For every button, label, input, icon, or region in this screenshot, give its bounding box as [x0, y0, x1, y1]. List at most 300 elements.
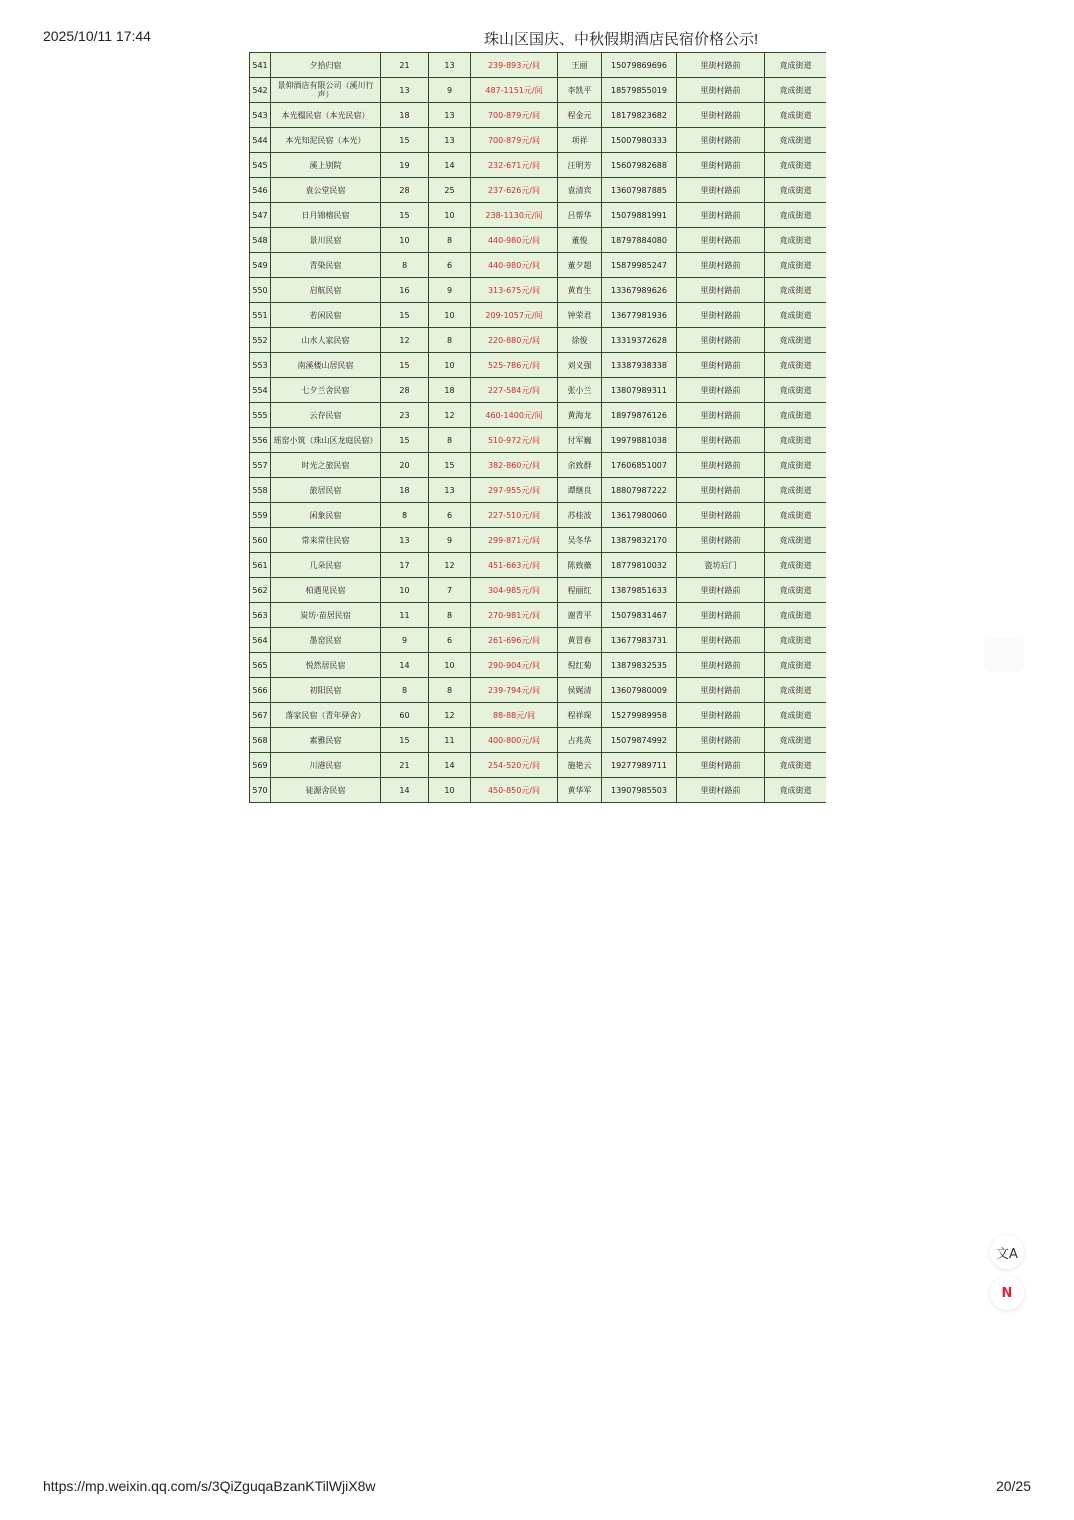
cell-beds: 11: [429, 728, 471, 753]
cell-row-number: 557: [250, 453, 271, 478]
cell-row-number: 545: [250, 153, 271, 178]
cell-street: 竟成街道: [765, 528, 827, 553]
cell-phone: 18579855019: [602, 78, 677, 103]
cell-contact: 程金元: [558, 103, 602, 128]
cell-address: 瓷坊后门: [677, 553, 765, 578]
print-url: https://mp.weixin.qq.com/s/3QiZguqaBzanKTilWjiX8w: [43, 1478, 376, 1494]
cell-address: 里街村路前: [677, 578, 765, 603]
table-row: [250, 78, 827, 103]
cell-row-number: 549: [250, 253, 271, 278]
cell-name: 旅居民宿: [271, 478, 381, 503]
cell-contact: 黄华军: [558, 778, 602, 803]
cell-rooms: 9: [381, 628, 429, 653]
cell-address: 里街村路前: [677, 403, 765, 428]
cell-price: 297-955元/间: [471, 478, 558, 503]
price-table: [249, 52, 826, 803]
cell-row-number: 555: [250, 403, 271, 428]
cell-price: 525-786元/间: [471, 353, 558, 378]
cell-rooms: 21: [381, 753, 429, 778]
cell-address: 里街村路前: [677, 253, 765, 278]
cell-contact: 谭继良: [558, 478, 602, 503]
cell-street: 竟成街道: [765, 328, 827, 353]
cell-beds: 8: [429, 603, 471, 628]
table-row: [250, 753, 827, 778]
side-panel-stub: [984, 638, 1024, 672]
cell-street: 竟成街道: [765, 728, 827, 753]
table-row: [250, 428, 827, 453]
cell-address: 里街村路前: [677, 153, 765, 178]
cell-rooms: 28: [381, 378, 429, 403]
cell-row-number: 567: [250, 703, 271, 728]
table-row: [250, 528, 827, 553]
cell-street: 竟成街道: [765, 503, 827, 528]
cell-price: 227-510元/间: [471, 503, 558, 528]
cell-name: 闲象民宿: [271, 503, 381, 528]
cell-rooms: 60: [381, 703, 429, 728]
cell-rooms: 8: [381, 253, 429, 278]
cell-row-number: 547: [250, 203, 271, 228]
cell-contact: 张小兰: [558, 378, 602, 403]
cell-address: 里街村路前: [677, 778, 765, 803]
cell-rooms: 14: [381, 653, 429, 678]
cell-row-number: 553: [250, 353, 271, 378]
table-row: [250, 628, 827, 653]
cell-name: 素雅民宿: [271, 728, 381, 753]
cell-street: 竟成街道: [765, 278, 827, 303]
cell-row-number: 566: [250, 678, 271, 703]
cell-rooms: 10: [381, 578, 429, 603]
cell-beds: 8: [429, 428, 471, 453]
cell-phone: 15079881991: [602, 203, 677, 228]
cell-street: 竟成街道: [765, 478, 827, 503]
cell-contact: 付军巍: [558, 428, 602, 453]
cell-price: 382-860元/间: [471, 453, 558, 478]
cell-name: 七夕兰舍民宿: [271, 378, 381, 403]
cell-price: 254-520元/间: [471, 753, 558, 778]
cell-beds: 10: [429, 203, 471, 228]
cell-beds: 10: [429, 653, 471, 678]
cell-name: 徒源舍民宿: [271, 778, 381, 803]
cell-beds: 8: [429, 228, 471, 253]
table-row: [250, 103, 827, 128]
cell-rooms: 21: [381, 53, 429, 78]
cell-contact: 黄海龙: [558, 403, 602, 428]
cell-phone: 13607987885: [602, 178, 677, 203]
cell-price: 238-1130元/间: [471, 203, 558, 228]
cell-phone: 18779810032: [602, 553, 677, 578]
cell-name: 常来常往民宿: [271, 528, 381, 553]
cell-contact: 苏桂波: [558, 503, 602, 528]
cell-street: 竟成街道: [765, 778, 827, 803]
cell-contact: 董俊: [558, 228, 602, 253]
cell-phone: 19979881038: [602, 428, 677, 453]
cell-price: 440-980元/间: [471, 228, 558, 253]
cell-price: 239-893元/间: [471, 53, 558, 78]
cell-price: 451-663元/间: [471, 553, 558, 578]
cell-price: 299-871元/间: [471, 528, 558, 553]
table-row: [250, 403, 827, 428]
cell-beds: 14: [429, 753, 471, 778]
cell-name: 启航民宿: [271, 278, 381, 303]
cell-contact: 刘义强: [558, 353, 602, 378]
cell-price: 460-1400元/间: [471, 403, 558, 428]
cell-price: 270-981元/间: [471, 603, 558, 628]
table-row: [250, 153, 827, 178]
cell-phone: 13319372628: [602, 328, 677, 353]
cell-price: 239-794元/间: [471, 678, 558, 703]
table-row: [250, 228, 827, 253]
table-row: [250, 353, 827, 378]
cell-row-number: 569: [250, 753, 271, 778]
cell-rooms: 8: [381, 503, 429, 528]
cell-name: 时光之旅民宿: [271, 453, 381, 478]
cell-phone: 19277989711: [602, 753, 677, 778]
ai-assistant-icon: N: [1001, 1285, 1013, 1301]
cell-address: 里街村路前: [677, 478, 765, 503]
ai-assistant-button[interactable]: [990, 1276, 1024, 1310]
cell-contact: 吴冬华: [558, 528, 602, 553]
cell-name: 悦然居民宿: [271, 653, 381, 678]
table-row: [250, 578, 827, 603]
cell-name: 柏遇见民宿: [271, 578, 381, 603]
cell-phone: 13677981936: [602, 303, 677, 328]
cell-price: 304-985元/间: [471, 578, 558, 603]
cell-price: 510-972元/间: [471, 428, 558, 453]
translate-button[interactable]: [990, 1235, 1024, 1269]
cell-phone: 18979876126: [602, 403, 677, 428]
cell-address: 里街村路前: [677, 378, 765, 403]
cell-beds: 7: [429, 578, 471, 603]
table-row: [250, 203, 827, 228]
cell-street: 竟成街道: [765, 203, 827, 228]
cell-name: 本光榻民宿（本光民宿）: [271, 103, 381, 128]
cell-row-number: 559: [250, 503, 271, 528]
cell-row-number: 550: [250, 278, 271, 303]
cell-street: 竟成街道: [765, 353, 827, 378]
cell-rooms: 15: [381, 728, 429, 753]
cell-contact: 李凯平: [558, 78, 602, 103]
cell-price: 290-904元/间: [471, 653, 558, 678]
cell-rooms: 11: [381, 603, 429, 628]
cell-price: 220-880元/间: [471, 328, 558, 353]
cell-contact: 吕帮华: [558, 203, 602, 228]
table-row: [250, 703, 827, 728]
table-row: [250, 178, 827, 203]
cell-contact: 占兆英: [558, 728, 602, 753]
cell-row-number: 556: [250, 428, 271, 453]
cell-contact: 黄育生: [558, 278, 602, 303]
cell-price: 700-879元/间: [471, 103, 558, 128]
table-body: [250, 53, 827, 803]
cell-beds: 15: [429, 453, 471, 478]
cell-phone: 13607980009: [602, 678, 677, 703]
cell-street: 竟成街道: [765, 453, 827, 478]
cell-street: 竟成街道: [765, 653, 827, 678]
cell-address: 里街村路前: [677, 303, 765, 328]
cell-row-number: 541: [250, 53, 271, 78]
table-row: [250, 128, 827, 153]
cell-row-number: 561: [250, 553, 271, 578]
cell-price: 450-850元/间: [471, 778, 558, 803]
table-row: [250, 728, 827, 753]
cell-price: 237-626元/间: [471, 178, 558, 203]
cell-rooms: 13: [381, 528, 429, 553]
print-datetime: 2025/10/11 17:44: [43, 28, 151, 44]
table-row: [250, 253, 827, 278]
cell-phone: 13387938338: [602, 353, 677, 378]
cell-name: 青染民宿: [271, 253, 381, 278]
cell-name: 夕拾归宿: [271, 53, 381, 78]
table-row: [250, 678, 827, 703]
cell-beds: 18: [429, 378, 471, 403]
cell-row-number: 542: [250, 78, 271, 103]
cell-beds: 9: [429, 78, 471, 103]
cell-beds: 10: [429, 353, 471, 378]
cell-address: 里街村路前: [677, 603, 765, 628]
cell-contact: 袁清宾: [558, 178, 602, 203]
cell-beds: 13: [429, 128, 471, 153]
cell-contact: 钟荣君: [558, 303, 602, 328]
cell-street: 竟成街道: [765, 628, 827, 653]
cell-street: 竟成街道: [765, 103, 827, 128]
cell-phone: 17606851007: [602, 453, 677, 478]
cell-contact: 徐俊: [558, 328, 602, 353]
cell-beds: 13: [429, 478, 471, 503]
cell-name: 初阳民宿: [271, 678, 381, 703]
table-row: [250, 453, 827, 478]
cell-address: 里街村路前: [677, 453, 765, 478]
cell-phone: 13807989311: [602, 378, 677, 403]
cell-name: 南溪楼山居民宿: [271, 353, 381, 378]
cell-beds: 13: [429, 103, 471, 128]
cell-rooms: 16: [381, 278, 429, 303]
cell-contact: 侯娓清: [558, 678, 602, 703]
cell-street: 竟成街道: [765, 153, 827, 178]
cell-address: 里街村路前: [677, 53, 765, 78]
cell-address: 里街村路前: [677, 678, 765, 703]
cell-name: 袁公堂民宿: [271, 178, 381, 203]
cell-rooms: 13: [381, 78, 429, 103]
cell-row-number: 562: [250, 578, 271, 603]
cell-name: 墨窑民宿: [271, 628, 381, 653]
cell-contact: 陈致薇: [558, 553, 602, 578]
cell-rooms: 15: [381, 128, 429, 153]
price-sheet: [249, 52, 826, 804]
cell-phone: 15879985247: [602, 253, 677, 278]
cell-address: 里街村路前: [677, 428, 765, 453]
cell-price: 227-584元/间: [471, 378, 558, 403]
cell-phone: 15607982688: [602, 153, 677, 178]
cell-rooms: 15: [381, 303, 429, 328]
cell-contact: 程祥琛: [558, 703, 602, 728]
cell-street: 竟成街道: [765, 253, 827, 278]
cell-name: 本光知泥民宿（本光）: [271, 128, 381, 153]
cell-name: 景川民宿: [271, 228, 381, 253]
cell-name: 云存民宿: [271, 403, 381, 428]
cell-phone: 18179823682: [602, 103, 677, 128]
table-row: [250, 303, 827, 328]
cell-street: 竟成街道: [765, 578, 827, 603]
cell-street: 竟成街道: [765, 178, 827, 203]
cell-price: 487-1151元/间: [471, 78, 558, 103]
table-row: [250, 278, 827, 303]
cell-rooms: 15: [381, 353, 429, 378]
cell-address: 里街村路前: [677, 178, 765, 203]
cell-phone: 13879832535: [602, 653, 677, 678]
cell-contact: 程丽红: [558, 578, 602, 603]
cell-address: 里街村路前: [677, 753, 765, 778]
cell-rooms: 18: [381, 478, 429, 503]
cell-name: 炭坊·苗居民宿: [271, 603, 381, 628]
cell-beds: 10: [429, 778, 471, 803]
cell-row-number: 546: [250, 178, 271, 203]
cell-row-number: 551: [250, 303, 271, 328]
cell-phone: 15279989958: [602, 703, 677, 728]
cell-beds: 25: [429, 178, 471, 203]
cell-address: 里街村路前: [677, 103, 765, 128]
cell-contact: 施艳云: [558, 753, 602, 778]
cell-rooms: 18: [381, 103, 429, 128]
cell-price: 261-696元/间: [471, 628, 558, 653]
cell-street: 竟成街道: [765, 553, 827, 578]
page-number: 20/25: [995, 1478, 1031, 1494]
cell-phone: 13367989626: [602, 278, 677, 303]
cell-address: 里街村路前: [677, 328, 765, 353]
cell-price: 700-879元/间: [471, 128, 558, 153]
cell-address: 里街村路前: [677, 703, 765, 728]
cell-phone: 15079874992: [602, 728, 677, 753]
cell-contact: 汪明芳: [558, 153, 602, 178]
cell-contact: 董夕超: [558, 253, 602, 278]
cell-phone: 15079869696: [602, 53, 677, 78]
cell-rooms: 20: [381, 453, 429, 478]
cell-address: 里街村路前: [677, 628, 765, 653]
cell-beds: 12: [429, 403, 471, 428]
cell-price: 440-980元/间: [471, 253, 558, 278]
cell-street: 竟成街道: [765, 428, 827, 453]
cell-name: 山水人家民宿: [271, 328, 381, 353]
cell-street: 竟成街道: [765, 678, 827, 703]
cell-row-number: 552: [250, 328, 271, 353]
cell-contact: 谢青平: [558, 603, 602, 628]
cell-street: 竟成街道: [765, 403, 827, 428]
cell-phone: 18797884080: [602, 228, 677, 253]
cell-street: 竟成街道: [765, 703, 827, 728]
cell-price: 88-88元/间: [471, 703, 558, 728]
cell-street: 竟成街道: [765, 128, 827, 153]
page-title: 珠山区国庆、中秋假期酒店民宿价格公示!: [484, 31, 759, 48]
cell-street: 竟成街道: [765, 228, 827, 253]
cell-rooms: 28: [381, 178, 429, 203]
cell-rooms: 15: [381, 203, 429, 228]
cell-street: 竟成街道: [765, 78, 827, 103]
cell-price: 400-800元/间: [471, 728, 558, 753]
cell-contact: 项祥: [558, 128, 602, 153]
cell-beds: 9: [429, 278, 471, 303]
table-row: [250, 603, 827, 628]
cell-phone: 13879832170: [602, 528, 677, 553]
cell-name: 川港民宿: [271, 753, 381, 778]
cell-rooms: 19: [381, 153, 429, 178]
cell-row-number: 564: [250, 628, 271, 653]
cell-row-number: 554: [250, 378, 271, 403]
cell-address: 里街村路前: [677, 728, 765, 753]
table-row: [250, 378, 827, 403]
cell-rooms: 12: [381, 328, 429, 353]
cell-street: 竟成街道: [765, 753, 827, 778]
cell-address: 里街村路前: [677, 503, 765, 528]
cell-name: 若闲民宿: [271, 303, 381, 328]
cell-row-number: 560: [250, 528, 271, 553]
cell-contact: 倪红菊: [558, 653, 602, 678]
cell-price: 313-675元/间: [471, 278, 558, 303]
cell-beds: 8: [429, 678, 471, 703]
cell-beds: 6: [429, 253, 471, 278]
cell-contact: 余致群: [558, 453, 602, 478]
cell-phone: 15079831467: [602, 603, 677, 628]
cell-row-number: 543: [250, 103, 271, 128]
cell-street: 竟成街道: [765, 378, 827, 403]
cell-contact: 黄冒春: [558, 628, 602, 653]
cell-rooms: 15: [381, 428, 429, 453]
cell-address: 里街村路前: [677, 528, 765, 553]
cell-name: 几朵民宿: [271, 553, 381, 578]
cell-price: 232-671元/间: [471, 153, 558, 178]
cell-row-number: 570: [250, 778, 271, 803]
cell-phone: 13907985503: [602, 778, 677, 803]
cell-address: 里街村路前: [677, 128, 765, 153]
cell-beds: 6: [429, 628, 471, 653]
cell-address: 里街村路前: [677, 353, 765, 378]
cell-rooms: 23: [381, 403, 429, 428]
cell-row-number: 558: [250, 478, 271, 503]
cell-phone: 13677983731: [602, 628, 677, 653]
cell-name: 景仰酒店有限公司（溪川行声）: [271, 78, 381, 103]
cell-row-number: 568: [250, 728, 271, 753]
cell-rooms: 17: [381, 553, 429, 578]
cell-beds: 12: [429, 553, 471, 578]
table-row: [250, 328, 827, 353]
cell-name: 溪上别院: [271, 153, 381, 178]
cell-row-number: 565: [250, 653, 271, 678]
cell-beds: 9: [429, 528, 471, 553]
cell-street: 竟成街道: [765, 603, 827, 628]
cell-street: 竟成街道: [765, 303, 827, 328]
table-row: [250, 553, 827, 578]
table-row: [250, 53, 827, 78]
cell-phone: 18807987222: [602, 478, 677, 503]
table-row: [250, 653, 827, 678]
cell-address: 里街村路前: [677, 278, 765, 303]
cell-rooms: 14: [381, 778, 429, 803]
cell-street: 竟成街道: [765, 53, 827, 78]
cell-beds: 14: [429, 153, 471, 178]
cell-row-number: 563: [250, 603, 271, 628]
cell-name: 瑶窑小筑（珠山区龙庭民宿）: [271, 428, 381, 453]
table-row: [250, 778, 827, 803]
cell-address: 里街村路前: [677, 228, 765, 253]
table-row: [250, 478, 827, 503]
cell-name: 日月锦榕民宿: [271, 203, 381, 228]
cell-beds: 8: [429, 328, 471, 353]
cell-row-number: 548: [250, 228, 271, 253]
cell-row-number: 544: [250, 128, 271, 153]
cell-address: 里街村路前: [677, 203, 765, 228]
cell-rooms: 10: [381, 228, 429, 253]
cell-phone: 15007980333: [602, 128, 677, 153]
cell-rooms: 8: [381, 678, 429, 703]
table-row: [250, 503, 827, 528]
